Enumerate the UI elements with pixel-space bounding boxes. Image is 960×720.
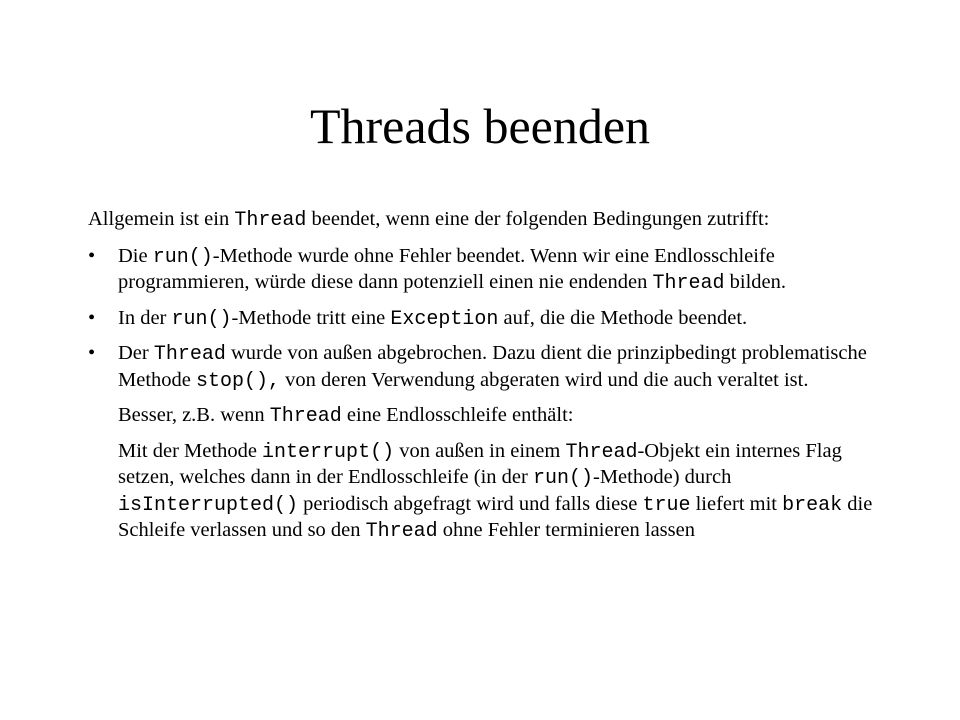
code-run: run() [171, 307, 232, 331]
bullet-text: In der [118, 306, 172, 329]
bullet-text: von deren Verwendung abgeraten wird und die auch veraltet ist. [280, 368, 809, 391]
bullet-item-run-finished [88, 244, 888, 297]
slide-content [88, 207, 888, 554]
sub-text: -Objekt ein internes Flag setzen, welches dann in der Endlosschleife (in der [118, 439, 842, 488]
code-isinterrupted: isInterrupted() [118, 493, 299, 517]
code-exception: Exception [390, 307, 499, 331]
bullet-text: auf, die die Methode beendet. [498, 306, 748, 329]
bullet-text: -Methode tritt eine [231, 306, 391, 329]
intro-text: beendet, wenn eine der folgenden Bedingungen zutrifft: [306, 208, 770, 230]
code-true: true [642, 493, 691, 517]
code-break: break [782, 493, 843, 517]
bullet-text: Der [118, 342, 154, 364]
code-interrupt: interrupt() [262, 440, 395, 464]
slide-title: Threads beenden [309, 98, 651, 154]
sub-text: liefert mit [690, 492, 783, 515]
bullet-item-aborted [88, 341, 888, 394]
code-thread: Thread [652, 272, 725, 295]
code-thread: Thread [234, 209, 307, 232]
code-stop: stop(), [196, 369, 281, 393]
bullet-text: Die [118, 244, 153, 267]
code-run: run() [152, 245, 213, 269]
sub-paragraph-better [88, 403, 888, 430]
sub-text: eine Endlosschleife enthält: [341, 404, 574, 426]
bullet-mark: • [88, 244, 96, 267]
sub-paragraph-interrupt [88, 439, 888, 545]
bullet-text: wurde von außen abgebrochen. Dazu dient die prinzipbedingt problematische Methode [118, 342, 867, 391]
bullet-text: -Methode wurde ohne Fehler beendet. Wenn wir eine Endlosschleife programmieren, würde diese dann potenziell einen nie endenden [118, 244, 775, 293]
code-thread: Thread [365, 520, 438, 543]
bullet-mark: • [88, 342, 96, 364]
sub-text: Besser, z.B. wenn [118, 404, 270, 426]
code-thread: Thread [269, 405, 342, 428]
bullet-item-exception [88, 306, 888, 333]
code-run: run() [532, 467, 593, 490]
sub-text: ohne Fehler terminieren lassen [437, 519, 695, 541]
sub-text: Mit der Methode [118, 439, 263, 462]
code-thread: Thread [565, 440, 638, 464]
bullet-mark: • [88, 306, 96, 329]
code-thread: Thread [153, 343, 226, 366]
intro-paragraph [88, 207, 888, 234]
sub-text: periodisch abgefragt wird und falls diese [298, 492, 643, 515]
sub-text: -Methode) durch [593, 466, 732, 488]
intro-text: Allgemein ist ein [88, 208, 235, 230]
bullet-text: bilden. [724, 271, 787, 293]
sub-text: die Schleife verlassen und so den [118, 492, 873, 541]
sub-text: von außen in einem [394, 439, 566, 462]
